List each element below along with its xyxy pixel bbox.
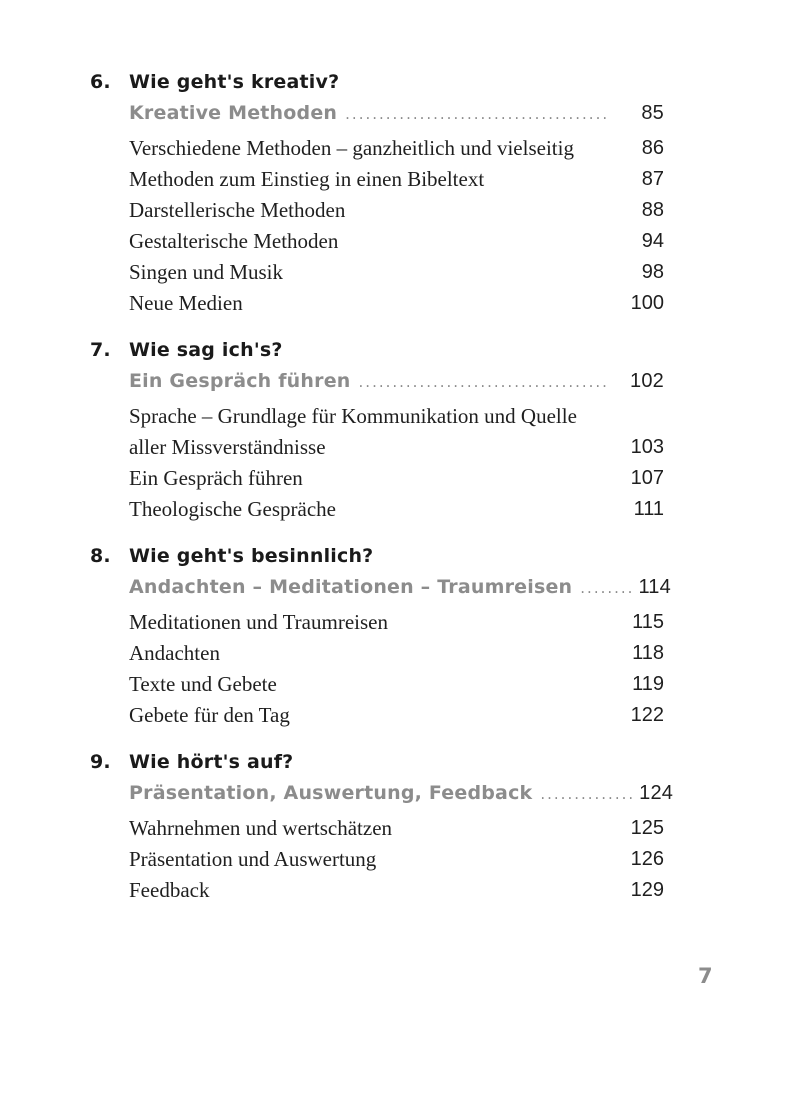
entry-page: 100 [630, 292, 664, 314]
chapter-number: 6. [90, 71, 111, 93]
entry-page: 119 [632, 673, 664, 695]
toc-entry[interactable] [129, 813, 664, 844]
section-title: Präsentation, Auswertung, Feedback [129, 782, 533, 804]
entry-title: Singen und Musik [129, 260, 284, 284]
toc-entry[interactable] [129, 463, 664, 494]
entry-page: 115 [632, 611, 664, 633]
entry-page: 94 [641, 230, 664, 252]
section-page: 102 [630, 370, 664, 392]
dot-leader: ........ [580, 579, 635, 597]
chapter-title: Wie geht's kreativ? [129, 71, 340, 93]
chapter-heading [90, 71, 664, 102]
table-of-contents [90, 71, 674, 926]
entry-title: Darstellerische Methoden [129, 198, 346, 222]
chapter-title: Wie geht's besinnlich? [129, 545, 374, 567]
entry-page: 125 [630, 817, 664, 839]
entry-title: Präsentation und Auswertung [129, 847, 377, 871]
chapter-7 [90, 339, 664, 525]
entry-page: 87 [641, 168, 664, 190]
section-page: 124 [639, 782, 674, 804]
entry-page: 88 [641, 199, 664, 221]
toc-entry[interactable] [129, 607, 664, 638]
entry-page: 126 [630, 848, 664, 870]
entry-title: Texte und Gebete [129, 672, 277, 696]
toc-entry[interactable] [129, 669, 664, 700]
section-title: Andachten – Meditationen – Traumreisen [129, 576, 573, 598]
section-entry[interactable] [129, 782, 674, 813]
toc-entry[interactable] [129, 257, 664, 288]
entry-title: Ein Gespräch führen [129, 466, 303, 490]
toc-entry[interactable] [129, 494, 664, 525]
section-page: 114 [638, 576, 671, 598]
section-entry[interactable] [129, 576, 671, 607]
page-number: 7 [698, 964, 713, 988]
toc-entry[interactable] [129, 288, 664, 319]
entry-title: Neue Medien [129, 291, 243, 315]
entry-page: 86 [641, 137, 664, 159]
toc-entry[interactable] [129, 401, 664, 463]
dot-leader: ....................................... [345, 105, 610, 123]
entry-title: Sprache – Grundlage für Kommunikation und Quelle aller Missverständnisse [129, 404, 577, 459]
chapter-title: Wie hört's auf? [129, 751, 294, 773]
entry-page: 103 [630, 436, 664, 458]
entry-page: 122 [630, 704, 664, 726]
entry-title: Feedback [129, 878, 210, 902]
chapter-heading [90, 339, 664, 370]
chapter-8 [90, 545, 671, 731]
toc-entry[interactable] [129, 875, 664, 906]
toc-entry[interactable] [129, 700, 664, 731]
toc-entry[interactable] [129, 226, 664, 257]
entry-title: Gestalterische Methoden [129, 229, 339, 253]
entry-title: Meditationen und Traumreisen [129, 610, 388, 634]
chapter-9 [90, 751, 674, 906]
dot-leader: ..................................... [358, 373, 609, 391]
entry-title: Gebete für den Tag [129, 703, 290, 727]
entry-title: Methoden zum Einstieg in einen Bibeltext [129, 167, 485, 191]
entry-title: Theologische Gespräche [129, 497, 336, 521]
entry-title: Andachten [129, 641, 220, 665]
section-title: Kreative Methoden [129, 102, 338, 124]
entry-page: 107 [630, 467, 664, 489]
toc-entry[interactable] [129, 844, 664, 875]
section-title: Ein Gespräch führen [129, 370, 351, 392]
toc-entry[interactable] [129, 133, 664, 164]
entry-page: 98 [641, 261, 664, 283]
entry-page: 118 [632, 642, 664, 664]
chapter-6 [90, 71, 664, 319]
section-page: 85 [641, 102, 664, 124]
chapter-title: Wie sag ich's? [129, 339, 283, 361]
chapter-number: 9. [90, 751, 111, 773]
entry-title: Wahrnehmen und wertschätzen [129, 816, 393, 840]
entry-title: Verschiedene Methoden – ganzheitlich und vielseitig [129, 136, 574, 160]
entry-page: 129 [630, 879, 664, 901]
toc-entry[interactable] [129, 195, 664, 226]
chapter-heading [90, 751, 664, 782]
section-entry[interactable] [129, 102, 664, 133]
chapter-number: 8. [90, 545, 111, 567]
dot-leader: .............. [540, 785, 636, 803]
section-entry[interactable] [129, 370, 664, 401]
entry-page: 111 [633, 498, 664, 520]
chapter-number: 7. [90, 339, 111, 361]
toc-entry[interactable] [129, 164, 664, 195]
chapter-heading [90, 545, 664, 576]
toc-entry[interactable] [129, 638, 664, 669]
